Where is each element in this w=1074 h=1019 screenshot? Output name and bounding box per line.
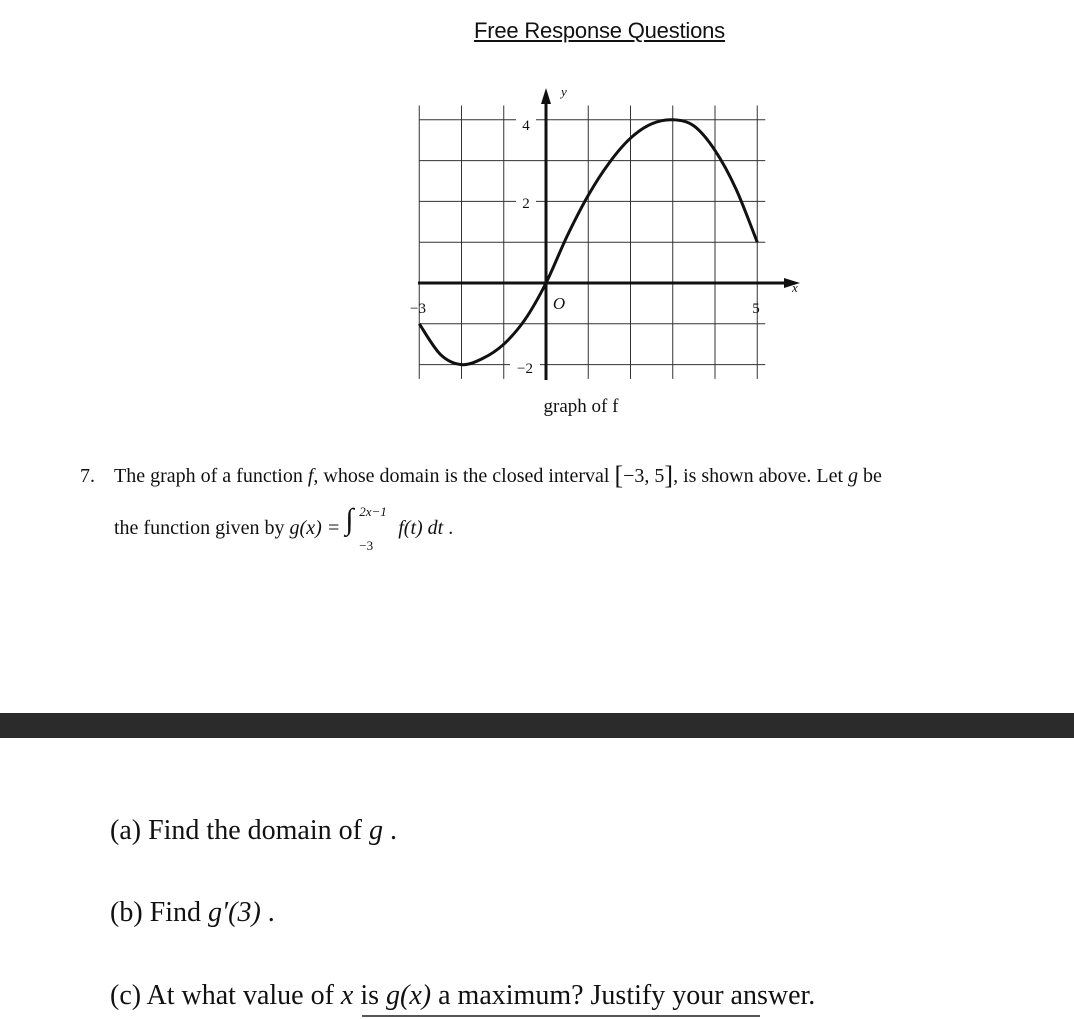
y-tick-label-4: 4 <box>522 118 530 134</box>
part-b <box>110 897 275 929</box>
question-line2-text: the function given by <box>114 517 285 539</box>
part-c-suffix: a maximum? Justify your answer. <box>438 980 816 1011</box>
part-c-text: (c) At what value of <box>110 980 334 1011</box>
y-axis-label: y <box>561 84 567 99</box>
part-a-text: (a) Find the domain of <box>110 815 362 846</box>
y-tick-label-neg2: −2 <box>517 361 533 377</box>
part-c <box>110 980 815 1012</box>
integral-sign: ∫ <box>345 503 354 536</box>
y-tick-label-2: 2 <box>522 196 530 212</box>
question-text-a: The graph of a function <box>114 465 303 487</box>
integral-expression <box>345 503 393 553</box>
question-line-1 <box>114 462 882 490</box>
graph-axes <box>418 88 800 380</box>
part-a-period: . <box>389 815 397 846</box>
question-period: . <box>448 517 454 539</box>
part-b-period: . <box>267 897 275 928</box>
question-line-2 <box>114 503 454 553</box>
part-a-var-g: g <box>368 815 383 846</box>
graph-caption: graph of f <box>543 396 619 417</box>
g-of-x: g(x) = <box>289 517 341 539</box>
x-tick-label-5: 5 <box>752 301 760 317</box>
lower-limit: −3 <box>359 538 374 553</box>
question-text-c: , is shown above. Let <box>673 465 844 487</box>
x-axis-label: x <box>792 280 798 295</box>
integrand: f(t) dt <box>398 517 444 539</box>
interval-value: −3, 5 <box>623 465 665 487</box>
question-number: 7. <box>80 465 95 487</box>
interval-open-bracket: [ <box>614 461 624 490</box>
part-b-expression: g′(3) <box>208 897 261 928</box>
part-c-var-x: x <box>340 980 354 1011</box>
x-tick-label-neg3: −3 <box>410 301 426 317</box>
interval-close-bracket: ] <box>664 461 674 490</box>
function-graph <box>0 0 1074 440</box>
section-divider <box>0 713 1074 738</box>
part-b-text: (b) Find <box>110 897 201 928</box>
var-f: f <box>307 465 314 487</box>
var-g: g <box>848 465 859 487</box>
page-title: Free Response Questions <box>474 18 725 43</box>
part-c-is: is <box>360 980 380 1011</box>
upper-limit: 2x−1 <box>359 504 387 519</box>
question-text-d: be <box>863 465 882 487</box>
part-a <box>110 815 397 847</box>
part-c-g-of-x: g(x) <box>386 980 432 1011</box>
origin-label: O <box>552 294 566 313</box>
y-axis-arrow <box>541 88 551 104</box>
question-text-b: , whose domain is the closed interval <box>313 465 610 487</box>
part-c-underline <box>362 1015 760 1017</box>
